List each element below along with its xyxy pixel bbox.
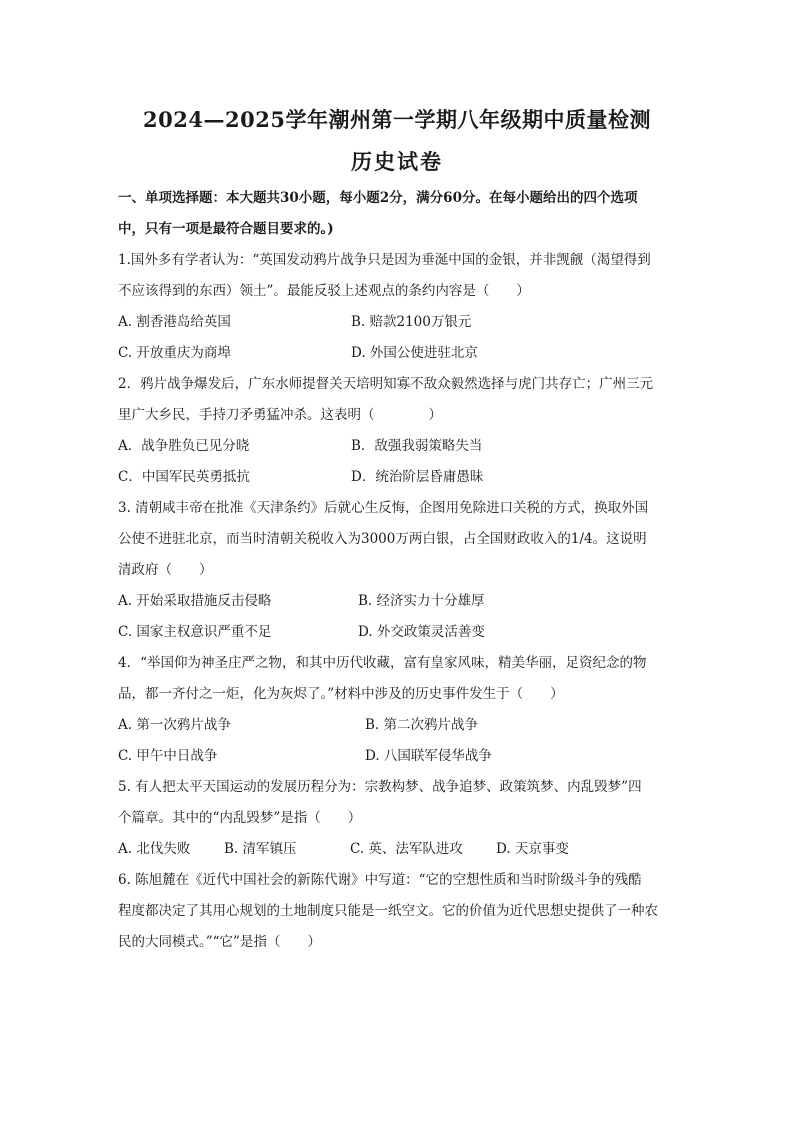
question-stem-line: 3. 清朝咸丰帝在批准《天津条约》后就心生反悔，企图用免除进口关税的方式，换取外国 bbox=[118, 500, 649, 516]
option-a: A. 第一次鸦片战争 bbox=[118, 717, 231, 733]
option-b: B. 清军镇压 bbox=[224, 841, 297, 857]
page-title: 2024—2025学年潮州第一学期八年级期中质量检测 bbox=[143, 107, 651, 132]
question-stem-line: 程度都决定了其用心规划的土地制度只能是一纸空文。它的价值为近代思想史提供了一种农 bbox=[118, 903, 658, 919]
question-4 bbox=[118, 648, 686, 772]
option-d: D. 八国联军侵华战争 bbox=[365, 748, 492, 764]
option-a: A. 北伐失败 bbox=[118, 841, 191, 857]
question-6 bbox=[118, 865, 686, 958]
option-a: A. 割香港岛给英国 bbox=[118, 314, 231, 330]
option-row bbox=[118, 617, 686, 648]
option-d: D. 外国公使进驻北京 bbox=[351, 345, 478, 361]
option-b: B. 第二次鸦片战争 bbox=[365, 717, 479, 733]
exam-content bbox=[118, 183, 686, 958]
option-a: A. 开始采取措施反击侵略 bbox=[118, 593, 272, 609]
question-3 bbox=[118, 493, 686, 648]
question-stem-line: 5. 有人把太平天国运动的发展历程分为：宗教构梦、战争追梦、政策筑梦、内乱毁梦”四 bbox=[118, 779, 642, 795]
option-d: D. 天京事变 bbox=[496, 841, 569, 857]
option-c: C. 英、法军队进攻 bbox=[350, 841, 463, 857]
option-b: B. 赔款2100万银元 bbox=[351, 314, 472, 330]
option-c: C．中国军民英勇抵抗 bbox=[118, 469, 250, 485]
option-b: B. 经济实力十分雄厚 bbox=[358, 593, 485, 609]
option-c: C. 甲午中日战争 bbox=[118, 748, 218, 764]
question-1 bbox=[118, 245, 686, 369]
option-a: A．战争胜负已见分晓 bbox=[118, 438, 250, 454]
page-subtitle: 历史试卷 bbox=[351, 149, 443, 174]
option-row bbox=[118, 710, 686, 741]
question-stem-line: 公使不进驻北京，而当时清朝关税收入为3000万两白银，占全国财政收入的1/4。这说明 bbox=[118, 531, 647, 547]
section-heading-line: 一、单项选择题：本大题共30小题，每小题2分，满分60分。在每小题给出的四个选项 bbox=[118, 190, 638, 206]
option-row bbox=[118, 462, 686, 493]
option-d: D．统治阶层昏庸愚昧 bbox=[351, 469, 484, 485]
option-row bbox=[118, 431, 686, 462]
question-stem-line: 清政府（ ） bbox=[118, 562, 213, 578]
question-stem-line: 6. 陈旭麓在《近代中国社会的新陈代谢》中写道：“它的空想性质和当时阶级斗争的残酷 bbox=[118, 872, 642, 888]
question-stem-line: 民的大同模式。”“它”是指（ ） bbox=[118, 934, 321, 950]
question-stem-line: 2．鸦片战争爆发后，广东水师提督关天培明知寡不敌众毅然选择与虎门共存亡；广州三元 bbox=[118, 376, 654, 392]
option-row bbox=[118, 307, 686, 338]
option-d: D. 外交政策灵活善变 bbox=[358, 624, 485, 640]
option-row bbox=[118, 741, 686, 772]
question-stem-line: 里广大乡民，手持刀矛勇猛冲杀。这表明（ ） bbox=[118, 407, 442, 423]
option-c: C. 开放重庆为商埠 bbox=[118, 345, 231, 361]
question-stem-line: 1.国外多有学者认为：“英国发动鸦片战争只是因为垂涎中国的金银，并非觊觎（渴望得到 bbox=[118, 252, 651, 268]
question-stem-line: 品，都一齐付之一炬，化为灰烬了。”材料中涉及的历史事件发生于（ ） bbox=[118, 686, 564, 702]
question-stem-line: 4．“举国仰为神圣庄严之物，和其中历代收藏，富有皇家风味，精美华丽，足资纪念的物 bbox=[118, 655, 647, 671]
option-c: C. 国家主权意识严重不足 bbox=[118, 624, 272, 640]
question-stem-line: 个篇章。其中的“内乱毁梦”是指（ ） bbox=[118, 810, 362, 826]
question-5 bbox=[118, 772, 686, 865]
option-row bbox=[118, 338, 686, 369]
question-stem-line: 不应该得到的东西）领土”。最能反驳上述观点的条约内容是（ ） bbox=[118, 283, 530, 299]
section-heading-line: 中，只有一项是最符合题目要求的。) bbox=[118, 221, 334, 237]
option-b: B．敌强我弱策略失当 bbox=[351, 438, 483, 454]
option-row bbox=[118, 586, 686, 617]
question-2 bbox=[118, 369, 686, 493]
option-row bbox=[118, 834, 686, 865]
